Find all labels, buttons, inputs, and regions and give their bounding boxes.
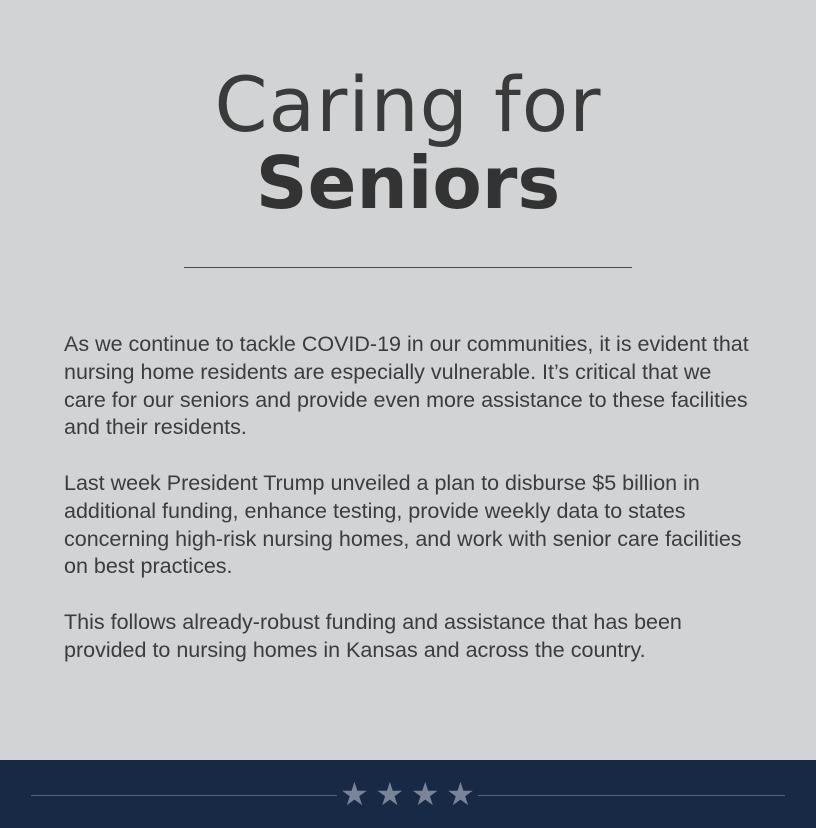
title-line-caring-for: Caring for: [214, 60, 602, 149]
star-icon: ★: [446, 775, 475, 813]
paragraph-funding: This follows already-robust funding and assistance that has been provided to nursing homes in Kansas and across the country.: [64, 609, 682, 662]
footer-rule-right: [478, 795, 785, 796]
title-line-seniors: Seniors: [255, 141, 561, 225]
star-row: [337, 776, 478, 812]
star-icon: ★: [340, 775, 369, 813]
paragraph-covid: As we continue to tackle COVID-19 in our communities, it is evident that nursing home residents are especially vulnerable. It’s critical that we care for our seniors and provide even more assistance to these facilities and their residents.: [64, 332, 749, 440]
footer-rule-left: [31, 795, 337, 796]
star-icon: ★: [375, 775, 405, 813]
title-divider: [184, 267, 632, 268]
paragraph-plan: Last week President Trump unveiled a plan to disburse $5 billion in additional funding, enhance testing, provide weekly data to states concerning high-risk nursing homes, and work with senior care facilities on best practices.: [64, 470, 742, 579]
footer-banner: [0, 760, 816, 828]
body-text: [64, 331, 754, 692]
star-icon: ★: [410, 775, 440, 813]
